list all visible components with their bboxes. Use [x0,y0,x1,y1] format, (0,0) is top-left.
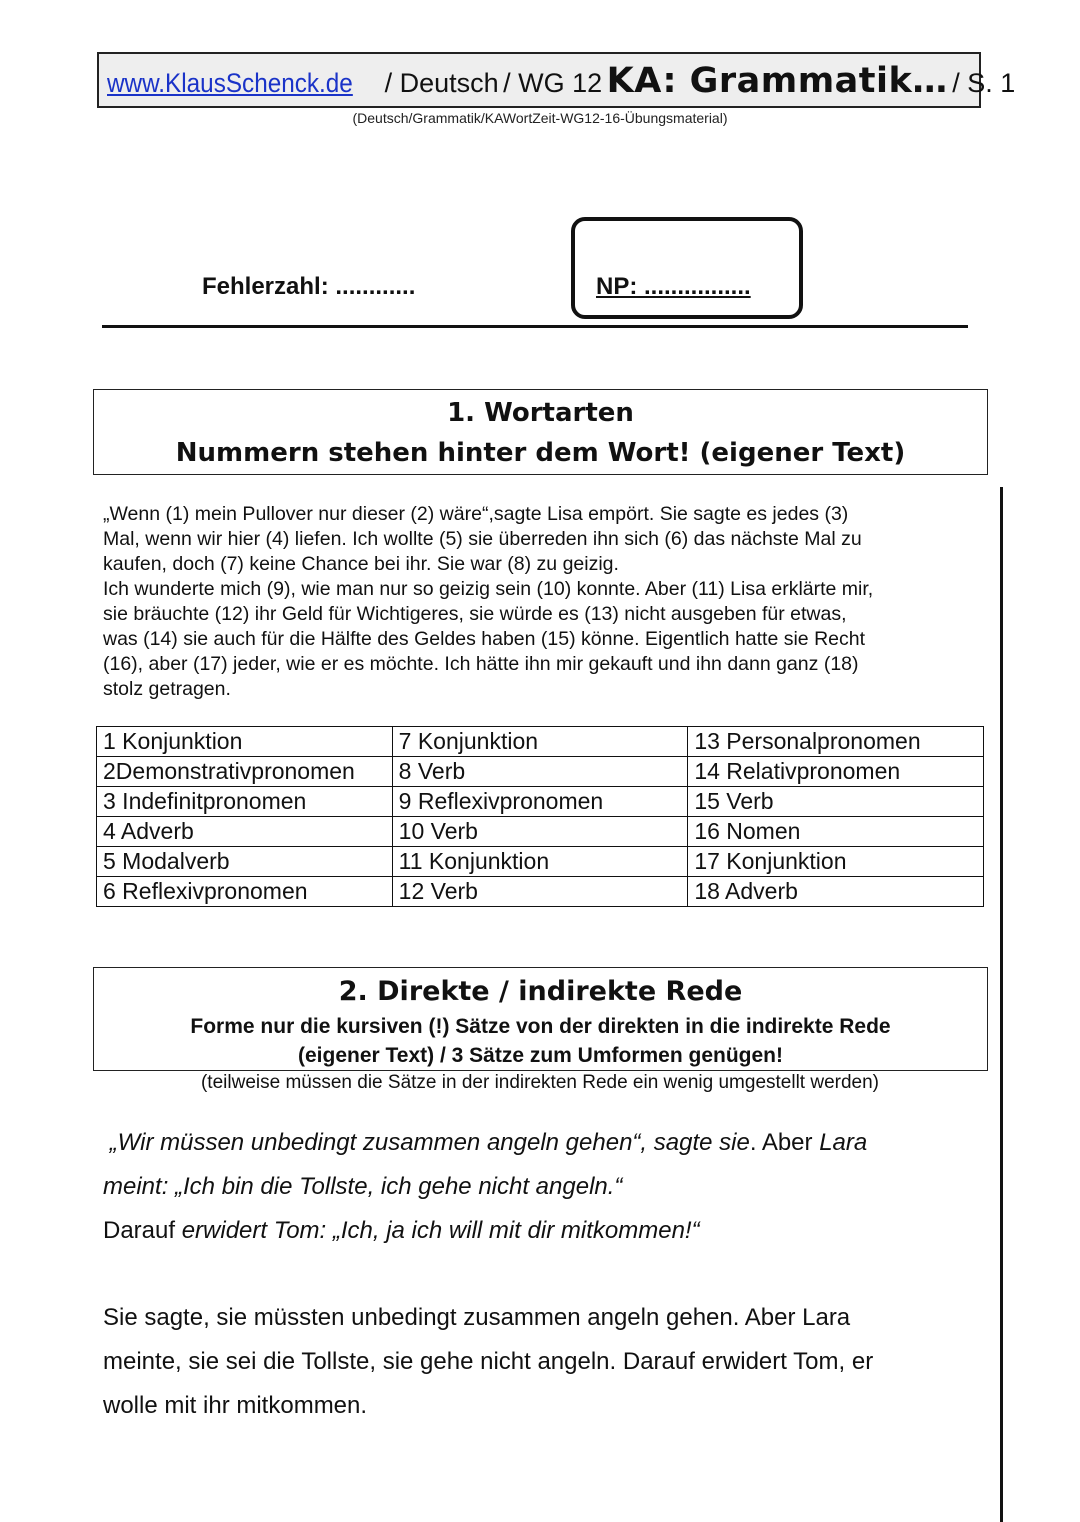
section1-title: 1. Wortarten [447,398,634,428]
answer-line: meinte, sie sei die Tollste, sie gehe nicht angeln. Darauf erwidert Tom, er [103,1348,874,1375]
fehlerzahl-field: Fehlerzahl: ............ [202,273,416,300]
table-row [97,847,984,877]
text-line: stolz getragen. [103,678,231,700]
divider [102,325,968,328]
table-row [97,727,984,757]
speech-plain: Darauf [103,1217,182,1244]
instruction-line: (eigener Text) / 3 Sätze zum Umformen genügen! [297,1044,784,1067]
header-title: KA: Grammatik… [606,61,948,101]
table-cell: 1 Konjunktion [97,727,393,757]
speech-line [103,1121,983,1165]
section2-heading-box [93,967,988,1071]
direct-speech-text [103,1121,983,1253]
table-cell: 13 Personalpronomen [688,727,984,757]
text-line: Ich wunderte mich (9), wie man nur so geizig sein (10) konnte. Aber (11) Lisa erklärte mir, [103,578,874,600]
speech-line [103,1209,983,1253]
table-cell: 4 Adverb [97,817,393,847]
table-cell: 3 Indefinitpronomen [97,787,393,817]
table-cell: 17 Konjunktion [688,847,984,877]
table-row [97,817,984,847]
header-page: / S. 1 [952,68,1016,98]
table-row [97,757,984,787]
table-row [97,787,984,817]
text-line: sie bräuchte (12) ihr Geld für Wichtigeres, sie würde es (13) nicht ausgeben für etwas, [103,603,847,625]
margin-line [1000,487,1003,1522]
speech-italic: meint: „Ich bin die Tollste, ich gehe nicht angeln.“ [103,1173,623,1200]
np-box [571,217,803,319]
section1-heading-box [93,389,988,475]
instruction-line: Forme nur die kursiven (!) Sätze von der direkten in die indirekte Rede [190,1015,891,1038]
section1-subtitle: Nummern stehen hinter dem Wort! (eigener Text) [175,438,906,468]
table-cell: 15 Verb [688,787,984,817]
header-row [107,61,1015,101]
table-row [97,877,984,907]
speech-italic: erwidert Tom: „Ich, ja ich will mit dir mitkommen!“ [181,1217,700,1244]
table-cell: 9 Reflexivpronomen [392,787,688,817]
header-subject: / Deutsch [384,68,499,98]
table-cell: 8 Verb [392,757,688,787]
text-line: Mal, wenn wir hier (4) liefen. Ich wollte (5) sie überreden ihn sich (6) das nächste Mal zu [103,528,862,550]
answer-line: Sie sagte, sie müssten unbedingt zusammen angeln gehen. Aber Lara [103,1304,851,1331]
table-cell: 2Demonstrativpronomen [97,757,393,787]
table-cell: 16 Nomen [688,817,984,847]
text-line: kaufen, doch (7) keine Chance bei ihr. Sie war (8) zu geizig. [103,553,619,575]
text-line: was (14) sie auch für die Hälfte des Geldes haben (15) könne. Eigentlich hatte sie Recht [103,628,866,650]
wortarten-text [103,502,983,702]
header-bar [97,52,1016,108]
speech-plain: . Aber [749,1129,820,1156]
indirect-speech-answer [103,1296,983,1428]
section2-title: 2. Direkte / indirekte Rede [338,976,743,1007]
wortarten-table [96,726,984,907]
np-field: NP: ................ [596,273,751,300]
table-cell: 7 Konjunktion [392,727,688,757]
section2-instructions [94,1012,987,1070]
table-cell: 11 Konjunktion [392,847,688,877]
text-line: (16), aber (17) jeder, wie er es möchte. Ich hätte ihn mir gekauft und ihn dann ganz (18) [103,653,859,675]
file-path: (Deutsch/Grammatik/KAWortZeit-WG12-16-Übungsmaterial) [352,110,728,126]
table-cell: 5 Modalverb [97,847,393,877]
website-link[interactable]: www.KlausSchenck.de [107,68,353,98]
table-cell: 14 Relativpronomen [688,757,984,787]
speech-line [103,1165,983,1209]
table-cell: 18 Adverb [688,877,984,907]
speech-italic: „Wir müssen unbedingt zusammen angeln gehen“, sagte sie [109,1129,750,1156]
answer-line: wolle mit ihr mitkommen. [103,1392,368,1419]
text-line: „Wenn (1) mein Pullover nur dieser (2) wäre“,sagte Lisa empört. Sie sagte es jedes (3) [103,503,849,525]
header-class: / WG 12 [503,68,603,98]
speech-italic: Lara [819,1129,868,1156]
section2-note: (teilweise müssen die Sätze in der indirekten Rede ein wenig umgestellt werden) [200,1072,880,1093]
table-cell: 6 Reflexivpronomen [97,877,393,907]
table-cell: 10 Verb [392,817,688,847]
table-cell: 12 Verb [392,877,688,907]
